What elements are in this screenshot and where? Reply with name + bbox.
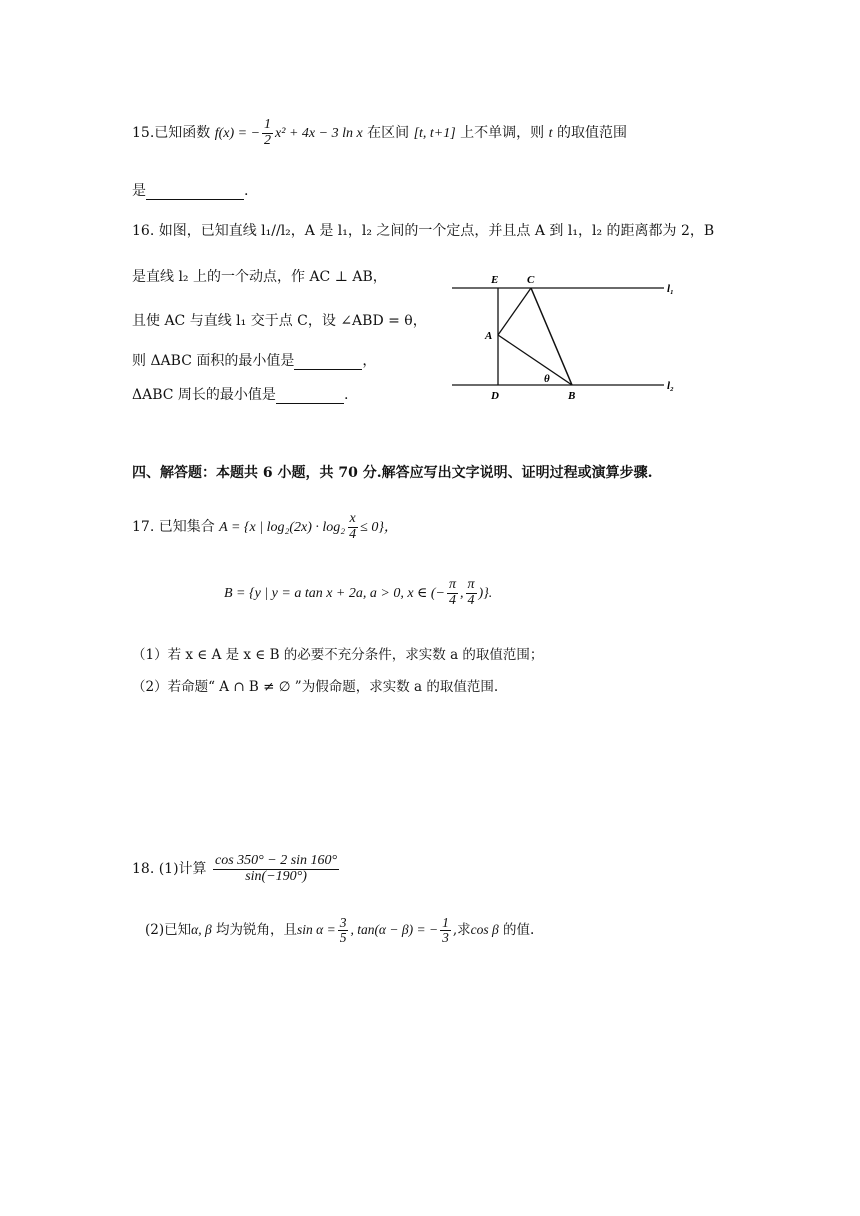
q16-perimeter-text: ΔABC 周长的最小值是 bbox=[132, 387, 276, 403]
q18-frac-1-3 bbox=[440, 916, 451, 945]
q18-line1 bbox=[132, 854, 341, 884]
q16-area-text: 则 ΔABC 面积的最小值是 bbox=[132, 353, 295, 369]
q17-setA-start: A = {x | log₂(2x) · log₂ bbox=[219, 520, 346, 536]
label-theta: θ bbox=[544, 373, 550, 385]
q15-fraction bbox=[262, 118, 273, 148]
q15-end: . bbox=[244, 183, 249, 199]
q16-line3: 且使 AC 与直线 l₁ 交于点 C，设 ∠ABD = θ， bbox=[132, 313, 427, 329]
q18-line2 bbox=[145, 916, 534, 945]
q18-p2-mid: 均为锐角，且 bbox=[215, 922, 297, 939]
label-C: C bbox=[527, 274, 535, 286]
q18-p2-tan: , tan(α − β) = − bbox=[350, 922, 439, 938]
q17-line1 bbox=[132, 512, 398, 542]
q18-p2-tail: 的值. bbox=[503, 922, 535, 939]
q17-setB-end: )}. bbox=[478, 586, 493, 602]
q16-perimeter-end: . bbox=[343, 387, 349, 403]
q17-setB-start: B = {y | y = a tan x + 2a, a > 0, x ∈ (− bbox=[224, 586, 446, 602]
q16-line5 bbox=[132, 384, 348, 404]
q18-p2-vars: α, β bbox=[191, 922, 212, 938]
q18-f1-den: 5 bbox=[339, 930, 347, 946]
q17-pi-2: π bbox=[467, 577, 475, 592]
q18-f2-num: 1 bbox=[442, 915, 449, 930]
q17-setA-frac-num: x bbox=[349, 511, 356, 526]
q17-prefix: 17. 已知集合 bbox=[132, 519, 215, 536]
q18-cosb: cos β bbox=[470, 922, 499, 938]
q17-four-2: 4 bbox=[467, 592, 475, 608]
q15-func-lhs: f(x) = − bbox=[214, 126, 261, 142]
q15-line1 bbox=[132, 118, 627, 148]
q17-setA-frac-den: 4 bbox=[349, 526, 357, 542]
q17-part1: （1）若 x ∈ A 是 x ∈ B 的必要不充分条件，求实数 a 的取值范围； bbox=[132, 647, 544, 663]
q17-setA-end: ≤ 0}， bbox=[360, 520, 398, 536]
q15-var: t bbox=[548, 126, 553, 142]
q15-prefix: 已知函数 bbox=[154, 125, 211, 142]
q16-line1: 16. 如图，已知直线 l₁//l₂，A 是 l₁，l₂ 之间的一个定点，并且点 A 到 l₁，l₂ 的距离都为 2，B bbox=[132, 223, 715, 239]
label-B: B bbox=[568, 390, 576, 402]
q17-setB-frac2 bbox=[466, 578, 477, 608]
q17-line2 bbox=[224, 578, 492, 608]
q18-f2-den: 3 bbox=[442, 930, 449, 946]
q18-fraction bbox=[213, 854, 339, 884]
q15-frac-numerator: 1 bbox=[264, 117, 272, 132]
q15-line2-text: 是 bbox=[132, 183, 146, 199]
q15-func-rhs: x² + 4x − 3 ln x bbox=[275, 126, 363, 142]
q18-frac-3-5 bbox=[338, 916, 349, 945]
q15-frac-denominator: 2 bbox=[264, 132, 272, 148]
q15-answer-blank[interactable] bbox=[146, 183, 244, 200]
label-A: A bbox=[485, 330, 493, 342]
q16-figure bbox=[440, 268, 700, 408]
q15-suffix2: 的取值范围 bbox=[556, 125, 627, 142]
q15-suffix: 上不单调，则 bbox=[460, 125, 545, 142]
q18-p2-sin: sin α = bbox=[296, 922, 336, 938]
label-E: E bbox=[491, 274, 499, 286]
q18-prefix: 18. (1)计算 bbox=[132, 861, 207, 878]
q18-f1-num: 3 bbox=[339, 915, 347, 930]
q16-perimeter-blank[interactable] bbox=[276, 387, 344, 404]
q15-line2 bbox=[132, 180, 248, 200]
q17-part2: （2）若命题“ A ∩ B ≠ ∅ ”为假命题，求实数 a 的取值范围. bbox=[132, 679, 499, 695]
q18-numerator: cos 350° − 2 sin 160° bbox=[215, 853, 338, 868]
q16-line2: 是直线 l₂ 上的一个动点，作 AC ⊥ AB， bbox=[132, 269, 387, 285]
q18-denominator: sin(−190°) bbox=[245, 868, 307, 884]
label-D: D bbox=[491, 390, 499, 402]
q15-mid: 在区间 bbox=[367, 125, 410, 142]
q18-p2-end: ,求 bbox=[452, 922, 471, 939]
section4-title: 四、解答题：本题共 6 小题，共 70 分.解答应写出文字说明、证明过程或演算步骤. bbox=[132, 465, 653, 481]
q16-line4 bbox=[132, 350, 376, 370]
label-l2: l₂ bbox=[667, 380, 674, 392]
q18-p2-prefix: (2)已知 bbox=[145, 922, 192, 939]
q16-area-end: ， bbox=[362, 353, 377, 369]
q17-setB-frac1 bbox=[447, 578, 458, 608]
label-l1: l₁ bbox=[667, 283, 674, 295]
segment-AC bbox=[498, 288, 531, 335]
q15-number: 15. bbox=[132, 125, 155, 142]
q17-comma: , bbox=[460, 586, 464, 602]
q17-pi-1: π bbox=[449, 577, 457, 592]
q16-area-blank[interactable] bbox=[294, 353, 362, 370]
q17-four-1: 4 bbox=[449, 592, 457, 608]
q17-setA-fraction bbox=[347, 512, 358, 542]
q15-interval: [t, t+1] bbox=[413, 126, 456, 142]
